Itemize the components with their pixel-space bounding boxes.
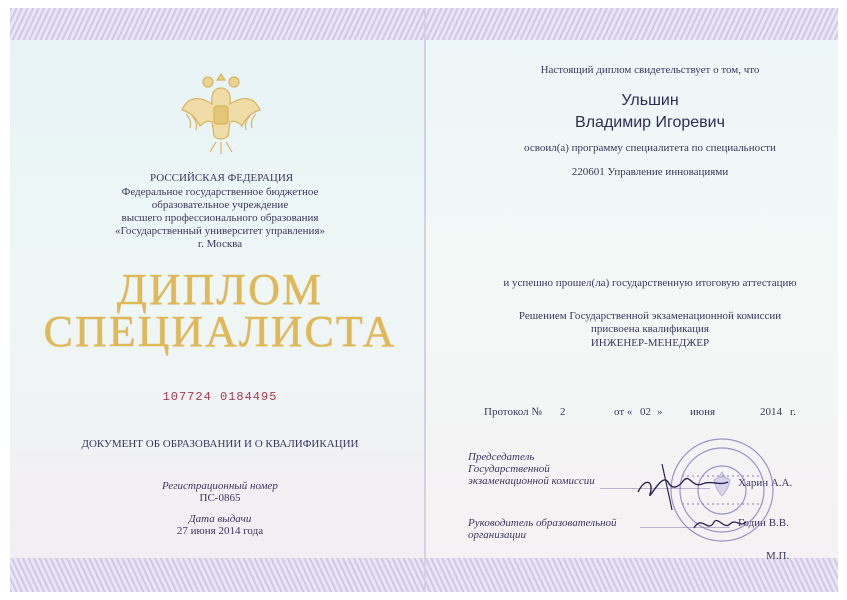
protocol-month: июня [690, 406, 716, 418]
graduate-surname: Ульшин [621, 92, 679, 109]
institution-line-4: «Государственный университет управления» [114, 225, 325, 237]
issue-date-label: Дата выдачи [188, 513, 252, 525]
attestation-text: и успешно прошел(ла) государственную итоговую аттестацию [503, 277, 797, 289]
chair-title-3: экзаменационной комиссии [468, 475, 595, 487]
document-type: ДОКУМЕНТ ОБ ОБРАЗОВАНИИ И О КВАЛИФИКАЦИИ [81, 438, 359, 450]
chair-signature-icon [632, 452, 732, 512]
chair-title-2: Государственной [468, 463, 550, 475]
institution-line-2: образовательное учреждение [151, 199, 289, 211]
protocol-day-close: » [657, 406, 663, 418]
protocol-number: 2 [560, 406, 566, 418]
graduate-given-names: Владимир Игоревич [575, 114, 725, 131]
diploma-subtitle: СПЕЦИАЛИСТА [43, 307, 397, 356]
qualification: ИНЖЕНЕР-МЕНЕДЖЕР [590, 337, 710, 349]
registration-label: Регистрационный номер [162, 480, 278, 492]
registration-number: ПС-0865 [199, 492, 241, 504]
protocol-year: 2014 [760, 406, 782, 418]
protocol-year-suffix: г. [790, 406, 797, 418]
head-signature-icon [690, 508, 750, 538]
head-name: Годин В.В. [738, 517, 789, 529]
head-title-1: Руководитель образовательной [468, 517, 617, 529]
program-text: освоил(а) программу специалитета по специальности [524, 142, 776, 154]
serial-number: 107724 0184495 [162, 390, 278, 404]
protocol-label: Протокол № [484, 406, 542, 418]
institution-line-1: Федеральное государственное бюджетное [121, 186, 319, 198]
country-label: РОССИЙСКАЯ ФЕДЕРАЦИЯ [150, 172, 294, 184]
decision-line-2: присвоена квалификация [591, 323, 709, 335]
head-title-2: организации [468, 529, 527, 541]
decision-line-1: Решением Государственной экзаменационной комиссии [518, 310, 782, 322]
chair-title-1: Председатель [468, 451, 535, 463]
coat-of-arms-icon [178, 66, 264, 162]
stamp-place-label: М.П. [766, 550, 790, 562]
protocol-day: 02 [640, 406, 651, 418]
intro-text: Настоящий диплом свидетельствует о том, что [540, 64, 760, 76]
page-fold [424, 8, 426, 592]
issue-date: 27 июня 2014 года [176, 525, 264, 537]
protocol-from-label: от « [614, 406, 633, 418]
specialty: 220601 Управление инновациями [571, 166, 729, 178]
institution-city: г. Москва [197, 238, 243, 250]
chair-name: Харин А.А. [738, 477, 793, 489]
diploma-title: ДИПЛОМ [116, 265, 324, 314]
institution-line-3: высшего профессионального образования [121, 212, 319, 224]
